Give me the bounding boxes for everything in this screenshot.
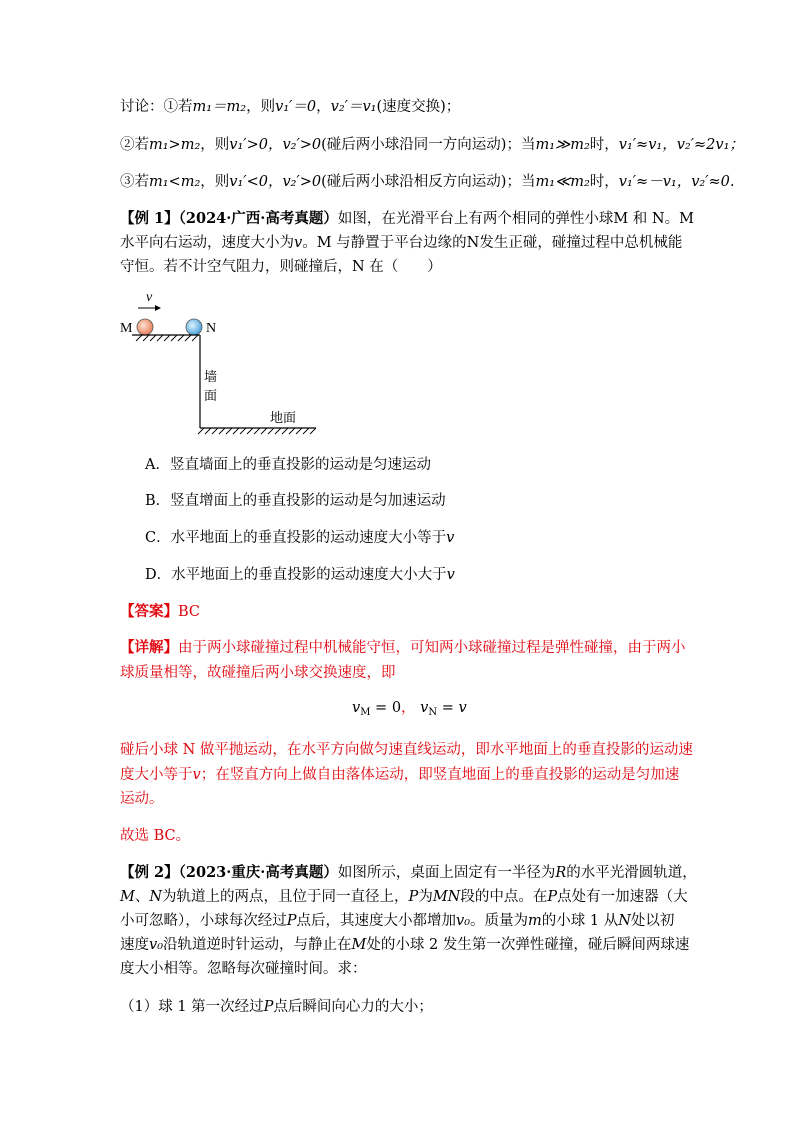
example2-line-5 — [120, 959, 367, 979]
wall-label-2: 面 — [204, 389, 218, 404]
text: 为轨道上的两点，且位于同一直径上， — [162, 889, 409, 905]
detail-line-5 — [120, 789, 164, 809]
text: ③若 — [120, 174, 149, 190]
math: v₁′>0，v₂′>0 — [229, 137, 322, 153]
detail-line-1 — [120, 638, 686, 658]
option-a — [145, 455, 431, 475]
math: m₁≫m₂ — [535, 137, 590, 153]
text: 如图，在光滑平台上有两个相同的弹性小球M 和 N。M — [337, 211, 694, 227]
math: P — [547, 889, 558, 905]
text: 处以初 — [630, 913, 675, 929]
math: v₁′≈v₁，v₂′≈2v₁； — [618, 137, 744, 153]
math: v₁′<0，v₂′>0 — [229, 174, 322, 190]
text: 点后，其速度大小都增加 — [296, 913, 457, 929]
math: v — [192, 767, 201, 783]
platform — [132, 335, 200, 341]
text: ，则 — [200, 137, 230, 153]
option-text: B．竖直增面上的垂直投影的运动是匀加速运动 — [145, 493, 446, 509]
answer-tag: 【答案】 — [120, 603, 178, 620]
example2-line-4 — [120, 935, 689, 955]
example-source: （2023·重庆·高考真题） — [178, 864, 338, 881]
collision-figure — [118, 286, 318, 436]
text: ， — [316, 99, 331, 115]
example1-line-1 — [120, 209, 694, 229]
example2-line-2 — [120, 887, 688, 907]
example-source: （2024·广西·高考真题） — [178, 210, 338, 227]
text: 故选 BC。 — [120, 828, 191, 844]
ball-n — [186, 319, 202, 335]
math: v₂′＝v₁ — [330, 99, 377, 115]
text: ，则 — [246, 99, 276, 115]
text: 小可忽略），小球每次经过 — [120, 913, 287, 929]
example-tag: 【例 1】 — [120, 210, 179, 227]
text: (速度交换)； — [376, 99, 461, 115]
option-d — [145, 565, 455, 585]
ground — [198, 428, 316, 434]
answer-value: BC — [178, 604, 201, 620]
text: 度大小相等。忽略每次碰撞时间。求： — [120, 961, 367, 977]
option-text: D．水平地面上的垂直投影的运动速度大小大于 — [145, 567, 447, 583]
text: 运动。 — [120, 791, 164, 807]
math: N — [618, 913, 631, 929]
text: ；在竖直方向上做自由落体运动，即竖直地面上的垂直投影的运动是匀加速 — [200, 767, 680, 783]
text: 如图所示，桌面上固定有一半径为 — [337, 865, 556, 881]
formula: $v_M = 0$， $v_N = v$ — [352, 700, 467, 718]
text: 点后瞬间向心力的大小； — [273, 999, 433, 1015]
option-text: A．竖直墙面上的垂直投影的运动是匀速运动 — [145, 457, 431, 473]
option-c — [145, 528, 454, 548]
text: 讨论：①若 — [120, 99, 193, 115]
text: 由于两小球碰撞过程中机械能守恒，可知两小球碰撞过程是弹性碰撞，由于两小 — [178, 640, 686, 656]
ground-label: 地面 — [270, 411, 297, 426]
text: 时， — [589, 174, 619, 190]
detail-tag: 【详解】 — [120, 639, 178, 656]
math: MN — [432, 889, 461, 905]
answer-line — [120, 602, 200, 622]
example2-line-1 — [120, 863, 697, 883]
math: v — [446, 567, 455, 583]
detail-line-4 — [120, 765, 679, 785]
text: （1）球 1 第一次经过 — [120, 999, 264, 1015]
text: 碰后小球 N 做平抛运动，在水平方向做匀速直线运动，即水平地面上的垂直投影的运动速 — [120, 742, 693, 758]
text: 。质量为 — [470, 913, 529, 929]
text: 度大小等于 — [120, 767, 193, 783]
math: M — [351, 937, 367, 953]
math: m₁＝m₂ — [192, 99, 247, 115]
text: 的水平光滑圆轨道， — [566, 865, 697, 881]
velocity-label: v — [146, 290, 153, 305]
text: 球质量相等，故碰撞后两小球交换速度，即 — [120, 665, 396, 681]
text: 处的小球 2 发生第一次弹性碰撞，碰后瞬间两球速 — [366, 937, 690, 953]
conclusion — [120, 826, 190, 846]
text: 。M 与静置于平台边缘的N发生正碰，碰撞过程中总机械能 — [302, 235, 683, 251]
option-text: C．水平地面上的垂直投影的运动速度大小等于 — [145, 530, 447, 546]
text: 的小球 1 从 — [541, 913, 619, 929]
math: N — [149, 889, 163, 905]
discussion-line-1 — [120, 97, 460, 117]
example-tag: 【例 2】 — [120, 864, 179, 881]
math: P — [286, 913, 297, 929]
text: 时， — [589, 137, 619, 153]
text: 守恒。若不计空气阻力，则碰撞后，N 在（ ） — [120, 259, 442, 275]
math: m₁<m₂ — [149, 174, 201, 190]
text: 段的中点。在 — [460, 889, 548, 905]
math: v₁′≈－v₁，v₂′≈0. — [618, 174, 735, 190]
label-n: N — [206, 321, 217, 336]
math: P — [263, 999, 274, 1015]
text: 沿轨道逆时针运动，与静止在 — [163, 937, 352, 953]
math: M — [120, 889, 135, 905]
label-m: M — [120, 321, 133, 336]
math: v₁′＝0 — [275, 99, 317, 115]
math: v — [446, 530, 455, 546]
text: (碰后两小球沿相反方向运动)；当 — [321, 174, 536, 190]
velocity-arrowhead — [155, 305, 161, 311]
discussion-line-3 — [120, 172, 735, 192]
example1-line-2 — [120, 233, 682, 253]
text: 为 — [418, 889, 433, 905]
text: ，则 — [200, 174, 230, 190]
text: ②若 — [120, 137, 149, 153]
math: P — [408, 889, 419, 905]
detail-line-2 — [120, 663, 396, 683]
text: 速度 — [120, 937, 149, 953]
text: (碰后两小球沿同一方向运动)；当 — [321, 137, 536, 153]
math: m — [528, 913, 542, 929]
text: 水平向右运动，速度大小为 — [120, 235, 294, 251]
math: m₁≪m₂ — [535, 174, 590, 190]
math: v — [294, 235, 303, 251]
math: v₀ — [149, 937, 164, 953]
ball-m — [137, 319, 153, 335]
text: 、 — [134, 889, 150, 905]
example1-line-3 — [120, 257, 442, 277]
math: v₀ — [456, 913, 471, 929]
text: 点处有一加速器（大 — [557, 889, 688, 905]
example2-question-1 — [120, 997, 433, 1017]
wall-label-1: 墙 — [204, 370, 218, 385]
math: m₁>m₂ — [149, 137, 201, 153]
example2-line-3 — [120, 911, 674, 931]
option-b — [145, 491, 446, 511]
detail-line-3 — [120, 740, 693, 760]
math: R — [555, 865, 567, 881]
discussion-line-2 — [120, 135, 744, 155]
